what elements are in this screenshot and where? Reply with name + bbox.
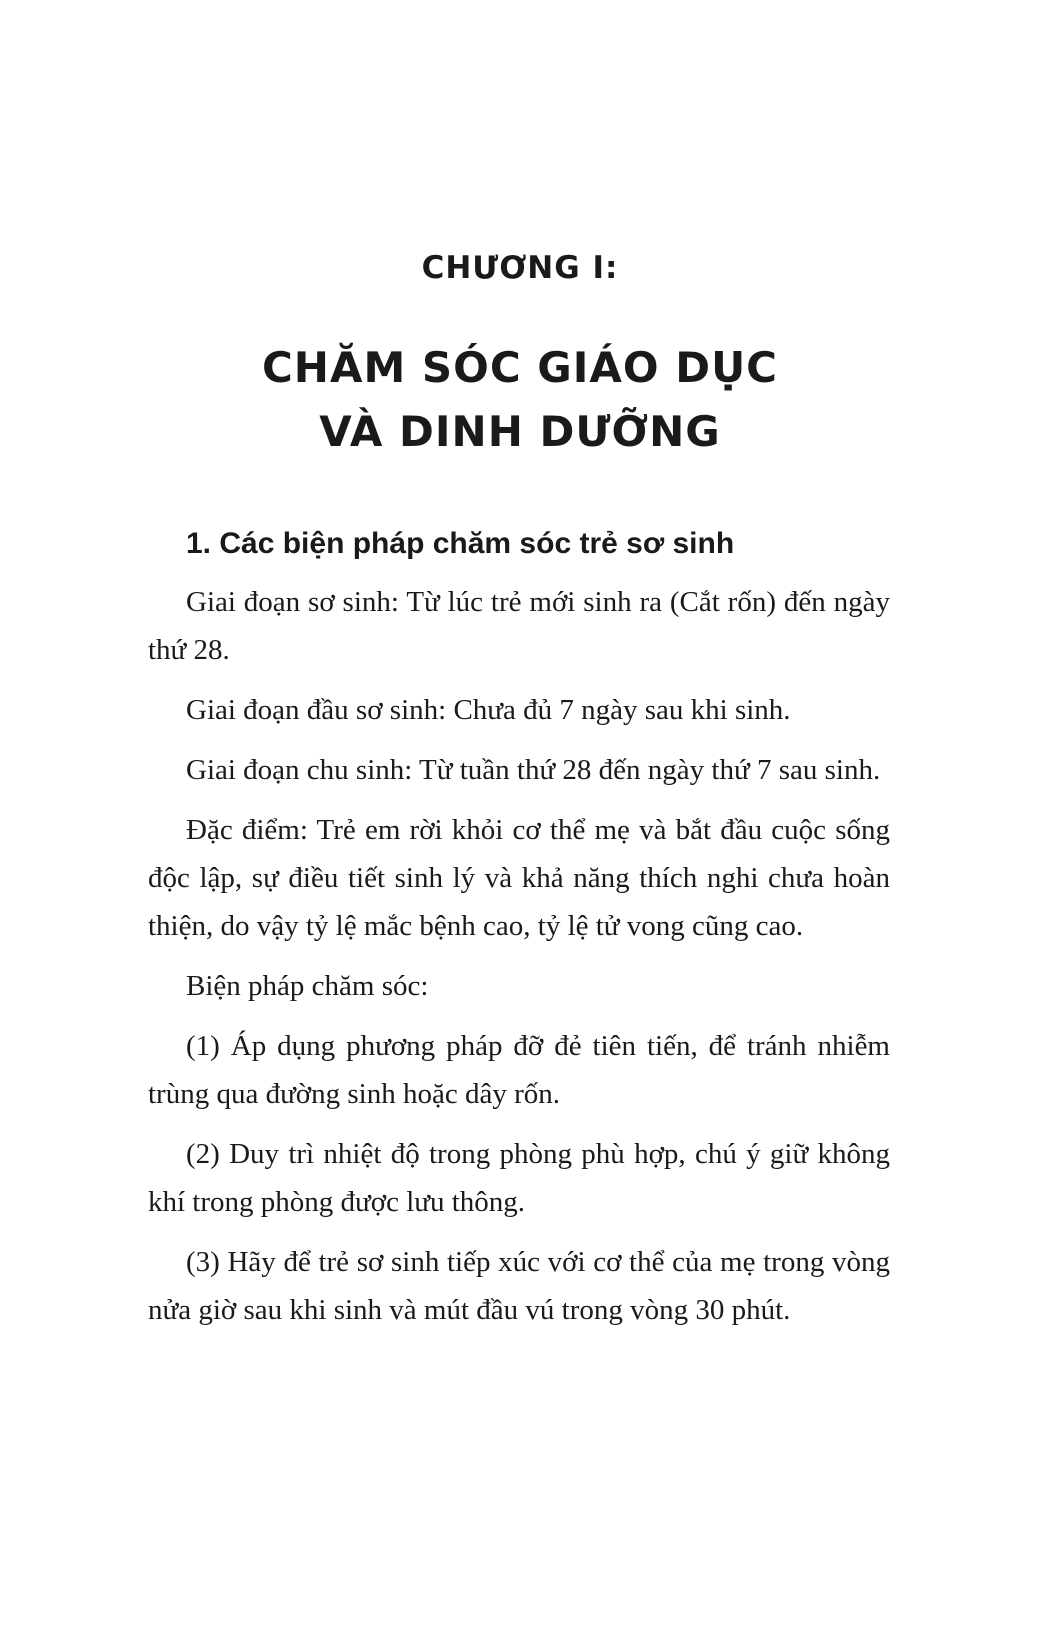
paragraph-care-measures: Biện pháp chăm sóc: [186,970,429,1002]
chapter-label: CHƯƠNG I: [421,250,619,286]
paragraph-measure-2: (2) Duy trì nhiệt độ trong phòng phù hợp, chú ý giữ không khí trong phòng được lưu thông. [148,1138,890,1218]
chapter-title [0,336,1040,464]
section-heading: 1. Các biện pháp chăm sóc trẻ sơ sinh [186,527,735,560]
paragraph-measure-1: (1) Áp dụng phương pháp đỡ đẻ tiên tiến, để tránh nhiễm trùng qua đường sinh hoặc dây rốn. [148,1030,890,1110]
paragraph-early-neonatal: Giai đoạn đầu sơ sinh: Chưa đủ 7 ngày sau khi sinh. [186,694,791,726]
section-content [148,520,890,1346]
paragraph-perinatal: Giai đoạn chu sinh: Từ tuần thứ 28 đến ngày thứ 7 sau sinh. [186,754,881,786]
paragraph-characteristics: Đặc điểm: Trẻ em rời khỏi cơ thể mẹ và bắt đầu cuộc sống độc lập, sự điều tiết sinh lý và khả năng thích nghi chưa hoàn thiện, do vậy tỷ lệ mắc bệnh cao, tỷ lệ tử vong cũng cao. [148,814,890,942]
paragraph-measure-3: (3) Hãy để trẻ sơ sinh tiếp xúc với cơ thể của mẹ trong vòng nửa giờ sau khi sinh và mút đầu vú trong vòng 30 phút. [148,1246,890,1326]
chapter-title-line-1: CHĂM SÓC GIÁO DỤC [261,343,779,392]
paragraph-neonatal-period: Giai đoạn sơ sinh: Từ lúc trẻ mới sinh ra (Cắt rốn) đến ngày thứ 28. [148,586,890,666]
chapter-title-line-2: VÀ DINH DƯỠNG [319,407,721,456]
